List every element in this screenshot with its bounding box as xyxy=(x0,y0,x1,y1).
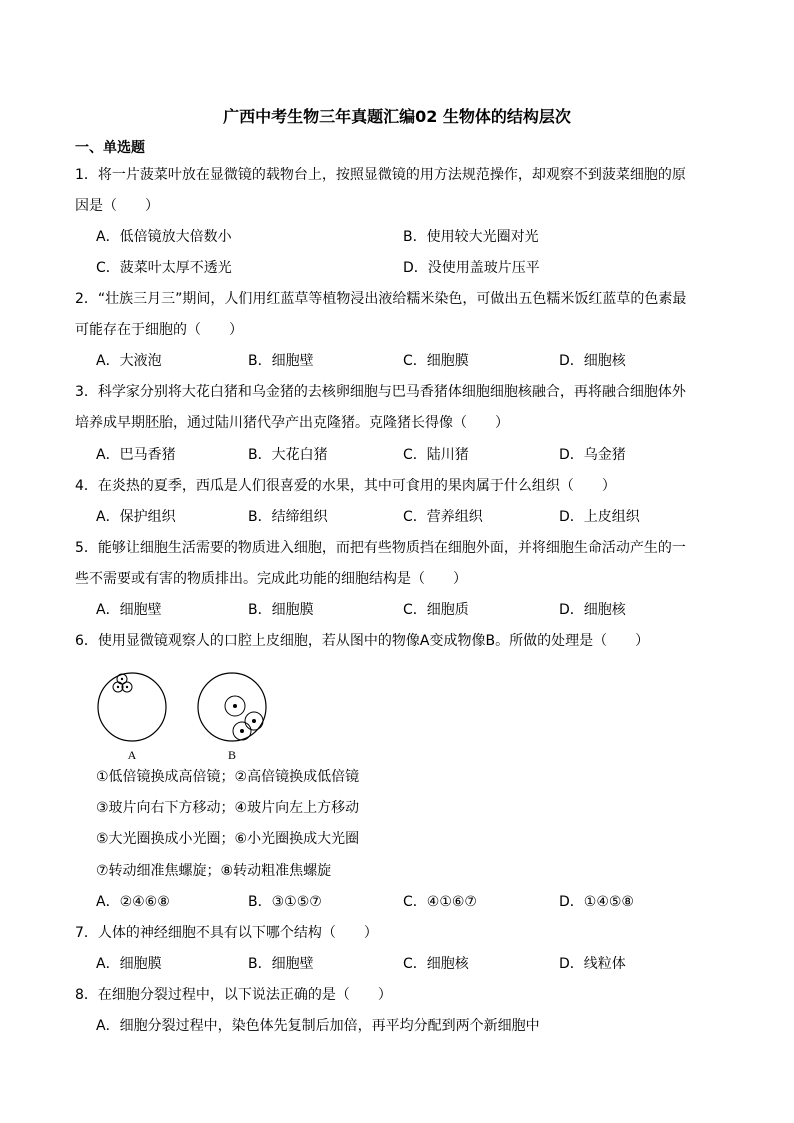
q5-option-d: D．细胞核 xyxy=(559,602,626,618)
view-a-label: A xyxy=(127,748,137,762)
view-a-field xyxy=(98,673,166,741)
q4-option-c: C．营养组织 xyxy=(403,509,483,525)
q6-statement-3: ⑤大光圈换成小光圈；⑥小光圈换成大光圈 xyxy=(96,831,360,847)
q1-option-b: B．使用较大光圈对光 xyxy=(403,229,539,245)
view-b-field xyxy=(198,673,266,741)
view-a-nucleus xyxy=(121,678,123,680)
q7-option-c: C．细胞核 xyxy=(403,956,469,972)
microscope-view-figure xyxy=(96,667,276,767)
q7-option-d: D．线粒体 xyxy=(559,956,626,972)
q1-stem-line2: 因是（ ） xyxy=(75,198,159,214)
q3-stem-line2: 培养成早期胚胎，通过陆川猪代孕产出克隆猪。克隆猪长得像（ ） xyxy=(75,415,509,431)
q4-option-b: B．结缔组织 xyxy=(248,509,328,525)
q6-option-c: C．④①⑥⑦ xyxy=(403,894,477,910)
q2-option-b: B．细胞壁 xyxy=(248,353,314,369)
q4-stem-line1: 4．在炎热的夏季，西瓜是人们很喜爱的水果，其中可食用的果肉属于什么组织（ ） xyxy=(75,478,616,494)
q7-option-b: B．细胞壁 xyxy=(248,956,314,972)
q1-option-c: C．菠菜叶太厚不透光 xyxy=(96,260,232,276)
q2-option-a: A．大液泡 xyxy=(96,353,162,369)
view-a-nucleus xyxy=(126,686,128,688)
q2-option-d: D．细胞核 xyxy=(559,353,626,369)
q5-option-b: B．细胞膜 xyxy=(248,602,314,618)
q6-option-b: B．③①⑤⑦ xyxy=(248,894,322,910)
q6-stem-line1: 6．使用显微镜观察人的口腔上皮细胞，若从图中的物像A变成物像B。所做的处理是（ ） xyxy=(75,633,650,649)
q3-option-c: C．陆川猪 xyxy=(403,447,469,463)
q1-option-a: A．低倍镜放大倍数小 xyxy=(96,229,232,245)
page-title: 广西中考生物三年真题汇编02 生物体的结构层次 xyxy=(223,107,571,126)
q5-stem-line1: 5．能够让细胞生活需要的物质进入细胞，而把有些物质挡在细胞外面，并将细胞生命活动产生的一 xyxy=(75,540,686,556)
q5-option-a: A．细胞壁 xyxy=(96,602,162,618)
q6-option-d: D．①④⑤⑧ xyxy=(559,894,634,910)
q8-option-a: A．细胞分裂过程中，染色体先复制后加倍，再平均分配到两个新细胞中 xyxy=(96,1018,540,1034)
q3-option-a: A．巴马香猪 xyxy=(96,447,176,463)
q3-option-d: D．乌金猪 xyxy=(559,447,626,463)
q5-stem-line2: 些不需要或有害的物质排出。完成此功能的细胞结构是（ ） xyxy=(75,571,467,587)
view-b-nucleus xyxy=(252,719,256,723)
view-b-nucleus xyxy=(240,729,244,733)
q3-option-b: B．大花白猪 xyxy=(248,447,328,463)
q6-statement-1: ①低倍镜换成高倍镜；②高倍镜换成低倍镜 xyxy=(96,769,360,785)
q1-option-d: D．没使用盖玻片压平 xyxy=(403,260,540,276)
q8-stem-line1: 8．在细胞分裂过程中，以下说法正确的是（ ） xyxy=(75,987,392,1003)
view-b-label: B xyxy=(227,748,237,762)
q4-option-d: D．上皮组织 xyxy=(559,509,640,525)
view-b-nucleus xyxy=(233,704,237,708)
q5-option-c: C．细胞质 xyxy=(403,602,469,618)
q4-option-a: A．保护组织 xyxy=(96,509,176,525)
q2-stem-line2: 可能存在于细胞的（ ） xyxy=(75,322,243,338)
q1-stem-line1: 1．将一片菠菜叶放在显微镜的载物台上，按照显微镜的用方法规范操作，却观察不到菠菜细胞的原 xyxy=(75,167,686,183)
q2-stem-line1: 2．“壮族三月三”期间，人们用红蓝草等植物浸出液给糯米染色，可做出五色糯米饭红蓝草的色素最 xyxy=(75,291,687,307)
q6-option-a: A．②④⑥⑧ xyxy=(96,894,170,910)
q3-stem-line1: 3．科学家分别将大花白猪和乌金猪的去核卵细胞与巴马香猪体细胞细胞核融合，再将融合细胞体外 xyxy=(75,384,686,400)
view-a-nucleus xyxy=(117,686,119,688)
section-heading: 一、单选题 xyxy=(75,140,145,156)
q2-option-c: C．细胞膜 xyxy=(403,353,469,369)
q6-statement-2: ③玻片向右下方移动；④玻片向左上方移动 xyxy=(96,800,360,816)
q6-statement-4: ⑦转动细准焦螺旋；⑧转动粗准焦螺旋 xyxy=(96,863,332,879)
q7-option-a: A．细胞膜 xyxy=(96,956,162,972)
microscope-view-diagram xyxy=(96,667,276,767)
q7-stem-line1: 7．人体的神经细胞不具有以下哪个结构（ ） xyxy=(75,925,378,941)
